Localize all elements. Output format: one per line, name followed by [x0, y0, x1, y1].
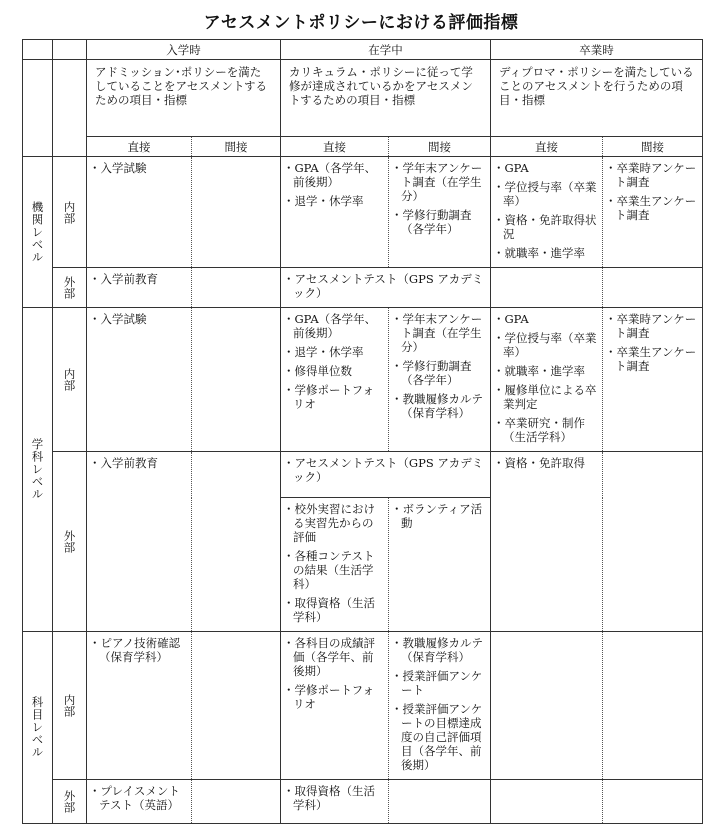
- phase-header-row: [23, 40, 703, 60]
- table-cell: [281, 308, 389, 452]
- table-cell: [281, 498, 389, 632]
- table-cell: [603, 268, 703, 308]
- phase-enrolled: 在学中: [281, 40, 491, 60]
- table-cell: [281, 452, 491, 498]
- table-cell: [281, 268, 491, 308]
- list-item: ・ 資格・免許取得: [495, 456, 598, 470]
- desc-enrolled: カリキュラム・ポリシーに従って学修が達成されているかをアセスメントするための項目・指標: [281, 60, 491, 137]
- list-item: ・ 卒業生アンケート調査: [607, 345, 698, 373]
- list-item: ・ 学位授与率（卒業率）: [495, 180, 598, 208]
- enrolled-direct-header: 直接: [281, 137, 389, 157]
- list-item: ・ ピアノ技術確認（保育学科）: [91, 636, 187, 664]
- list-item: ・ 就職率・進学率: [495, 246, 598, 260]
- table-cell: [389, 157, 491, 268]
- table-cell: [491, 308, 603, 452]
- table-cell: [192, 157, 281, 268]
- list-item: ・ GPA: [495, 161, 598, 175]
- item-list: [91, 782, 187, 812]
- corner-cell-4: [53, 60, 87, 157]
- institution-internal-row: [23, 157, 703, 268]
- list-item: ・ 学修行動調査（各学年）: [393, 208, 486, 236]
- list-item: ・ GPA（各学年、前後期）: [285, 312, 384, 340]
- list-item: ・ 取得資格（生活学科）: [285, 596, 384, 624]
- phase-entry: 入学時: [87, 40, 281, 60]
- list-item: ・ 就職率・進学率: [495, 364, 598, 378]
- table-cell: [389, 498, 491, 632]
- phase-graduation: 卒業時: [491, 40, 703, 60]
- item-list: [285, 310, 384, 411]
- table-cell: [192, 632, 281, 780]
- table-cell: [87, 157, 192, 268]
- scope-external: 外部: [53, 268, 87, 308]
- table-cell: [603, 632, 703, 780]
- table-cell: [603, 452, 703, 632]
- grad-indirect-header: 間接: [603, 137, 703, 157]
- institution-external-row: [23, 268, 703, 308]
- table-cell: [281, 157, 389, 268]
- item-list: [285, 782, 384, 812]
- list-item: ・ GPA（各学年、前後期）: [285, 161, 384, 189]
- list-item: ・ 各科目の成績評価（各学年、前後期）: [285, 636, 384, 678]
- item-list: [285, 159, 384, 208]
- table-cell: [491, 268, 603, 308]
- table-cell: [491, 452, 603, 632]
- item-list: [393, 500, 486, 530]
- list-item: ・ 授業評価アンケート: [393, 669, 486, 697]
- item-list: [607, 159, 698, 222]
- item-list: [285, 634, 384, 711]
- table-cell: [389, 632, 491, 780]
- table-cell: [87, 632, 192, 780]
- corner-cell-2: [53, 40, 87, 60]
- list-item: ・ 卒業時アンケート調査: [607, 161, 698, 189]
- scope-external: 外部: [53, 452, 87, 632]
- item-list: [495, 454, 598, 470]
- item-list: [285, 270, 486, 300]
- table-cell: [491, 632, 603, 780]
- item-list: [393, 634, 486, 772]
- level-subject: 科目レベル: [23, 632, 53, 824]
- table-cell: [389, 308, 491, 452]
- list-item: ・ 入学前教育: [91, 272, 187, 286]
- item-list: [495, 159, 598, 260]
- table-cell: [192, 452, 281, 632]
- assessment-table: [22, 39, 703, 824]
- list-item: ・ 退学・休学率: [285, 345, 384, 359]
- list-item: ・ 学修ポートフォリオ: [285, 383, 384, 411]
- list-item: ・ 学年末アンケート調査（在学生分）: [393, 312, 486, 354]
- list-item: ・ 卒業研究・制作（生活学科）: [495, 416, 598, 444]
- description-row: [23, 60, 703, 137]
- entry-indirect-header: 間接: [192, 137, 281, 157]
- department-external-row-1: [23, 452, 703, 498]
- subject-internal-row: [23, 632, 703, 780]
- item-list: [495, 310, 598, 444]
- item-list: [393, 159, 486, 236]
- list-item: ・ 取得資格（生活学科）: [285, 784, 384, 812]
- list-item: ・ 履修単位による卒業判定: [495, 383, 598, 411]
- list-item: ・ 卒業生アンケート調査: [607, 194, 698, 222]
- list-item: ・ 入学前教育: [91, 456, 187, 470]
- item-list: [393, 310, 486, 420]
- list-item: ・ プレイスメントテスト（英語）: [91, 784, 187, 812]
- item-list: [91, 159, 187, 175]
- scope-external: 外部: [53, 780, 87, 824]
- table-cell: [87, 308, 192, 452]
- table-cell: [192, 308, 281, 452]
- scope-internal: 内部: [53, 157, 87, 268]
- list-item: ・ 学年末アンケート調査（在学生分）: [393, 161, 486, 203]
- item-list: [285, 454, 486, 484]
- item-list: [91, 310, 187, 326]
- item-list: [285, 500, 384, 624]
- list-item: ・ 教職履修カルテ（保育学科）: [393, 636, 486, 664]
- corner-cell-3: [23, 60, 53, 157]
- list-item: ・ 教職履修カルテ（保育学科）: [393, 392, 486, 420]
- item-list: [607, 310, 698, 373]
- table-cell: [603, 308, 703, 452]
- list-item: ・ 学位授与率（卒業率）: [495, 331, 598, 359]
- list-item: ・ 学修ポートフォリオ: [285, 683, 384, 711]
- list-item: ・ 入学試験: [91, 161, 187, 175]
- list-item: ・ 校外実習における実習先からの評価: [285, 502, 384, 544]
- corner-cell-1: [23, 40, 53, 60]
- list-item: ・ 授業評価アンケートの目標達成度の自己評価項目（各学年、前後期）: [393, 702, 486, 772]
- table-cell: [87, 268, 192, 308]
- scope-internal: 内部: [53, 308, 87, 452]
- list-item: ・ 卒業時アンケート調査: [607, 312, 698, 340]
- list-item: ・ アセスメントテスト（GPS アカデミック）: [285, 456, 486, 484]
- table-cell: [491, 157, 603, 268]
- page-title: アセスメントポリシーにおける評価指標: [203, 13, 519, 33]
- scope-internal: 内部: [53, 632, 87, 780]
- list-item: ・ 入学試験: [91, 312, 187, 326]
- list-item: ・ ボランティア活動: [393, 502, 486, 530]
- desc-entry: アドミッション･ポリシーを満たしていることをアセスメントするための項目・指標: [87, 60, 281, 137]
- kind-header-row: [23, 137, 703, 157]
- list-item: ・ アセスメントテスト（GPS アカデミック）: [285, 272, 486, 300]
- item-list: [91, 454, 187, 470]
- list-item: ・ 資格・免許取得状況: [495, 213, 598, 241]
- grad-direct-header: 直接: [491, 137, 603, 157]
- enrolled-indirect-header: 間接: [389, 137, 491, 157]
- list-item: ・ 学修行動調査（各学年）: [393, 359, 486, 387]
- table-cell: [87, 452, 192, 632]
- list-item: ・ 退学・休学率: [285, 194, 384, 208]
- table-cell: [603, 157, 703, 268]
- level-institution: 機関レベル: [23, 157, 53, 308]
- list-item: ・ GPA: [495, 312, 598, 326]
- list-item: ・ 各種コンテストの結果（生活学科）: [285, 549, 384, 591]
- item-list: [91, 270, 187, 286]
- list-item: ・ 修得単位数: [285, 364, 384, 378]
- item-list: [91, 634, 187, 664]
- department-internal-row: [23, 308, 703, 452]
- desc-graduation: ディプロマ・ポリシーを満たしていることのアセスメントを行うための項目・指標: [491, 60, 703, 137]
- table-cell: [192, 268, 281, 308]
- level-department: 学科レベル: [23, 308, 53, 632]
- table-cell: [281, 632, 389, 780]
- entry-direct-header: 直接: [87, 137, 192, 157]
